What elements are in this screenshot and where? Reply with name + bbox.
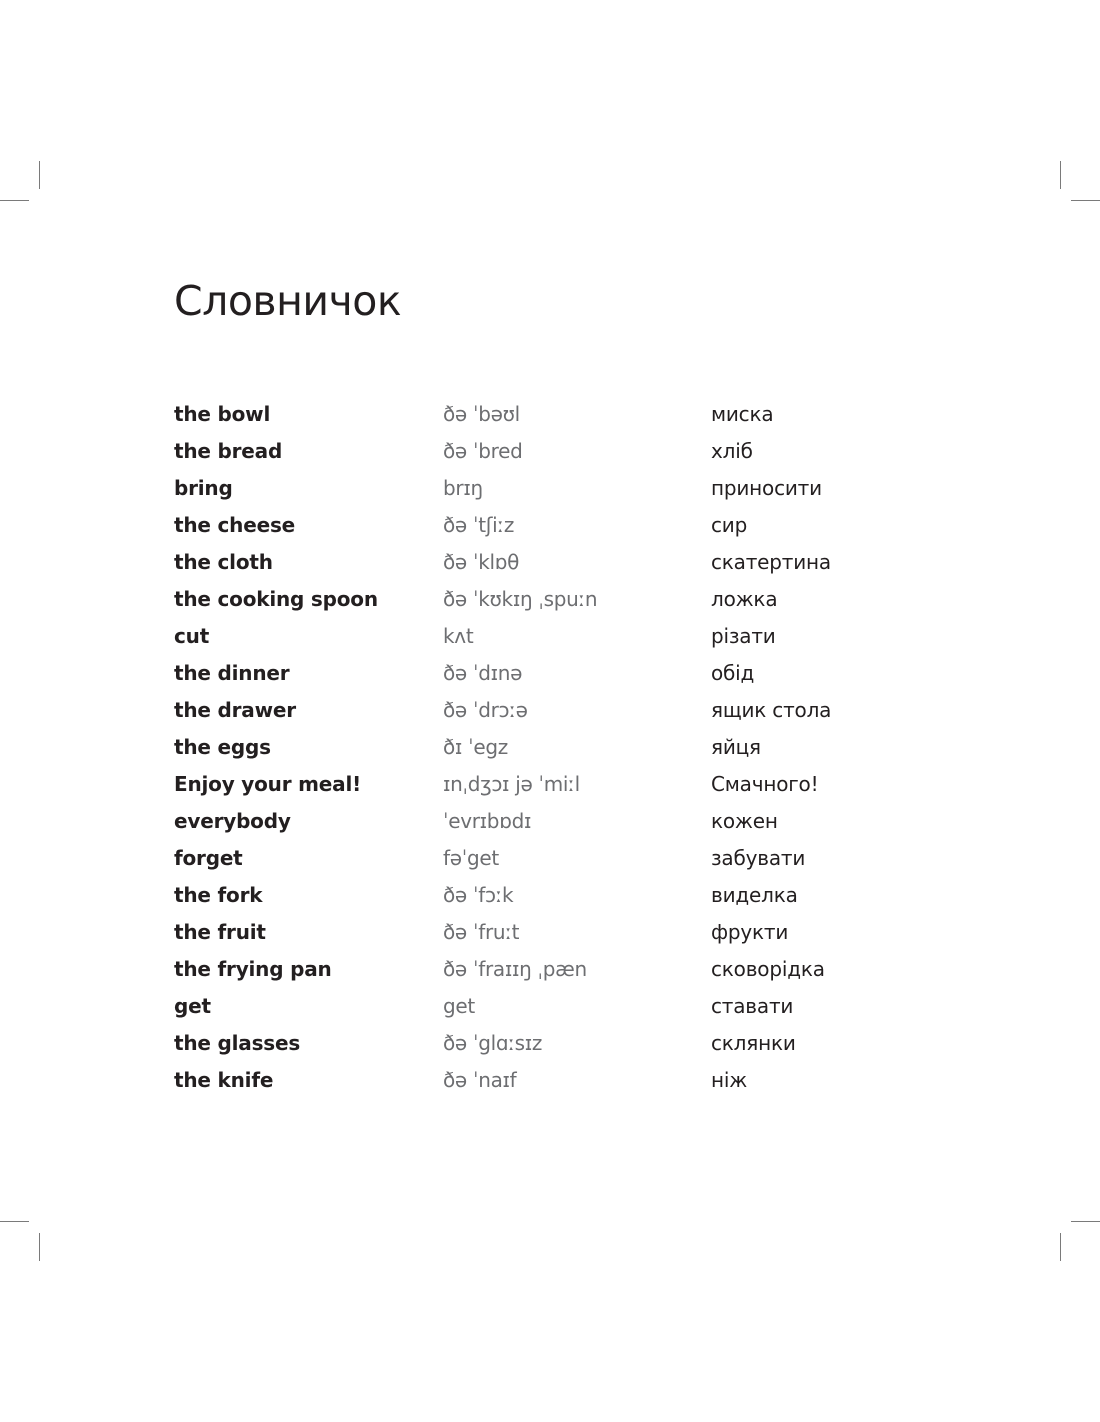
glossary-term: the fruit — [174, 920, 266, 944]
glossary-term: the glasses — [174, 1031, 301, 1055]
glossary-pronunciation: ˈevrɪbɒdɪ — [443, 809, 532, 833]
crop-mark-top-left-horizontal — [0, 200, 29, 201]
crop-mark-bottom-right-vertical — [1060, 1233, 1061, 1261]
glossary-entry — [174, 988, 874, 1025]
glossary-term: the dinner — [174, 661, 290, 685]
glossary-term: bring — [174, 476, 233, 500]
glossary-entry — [174, 581, 874, 618]
crop-mark-top-left-vertical — [39, 161, 40, 189]
glossary-term: the knife — [174, 1068, 274, 1092]
glossary-pronunciation: kʌt — [443, 624, 474, 648]
glossary-translation: виделка — [711, 883, 798, 907]
glossary-pronunciation: ðə ˈfɔːk — [443, 883, 514, 907]
glossary-entry — [174, 766, 874, 803]
glossary-translation: миска — [711, 402, 774, 426]
glossary-term: the frying pan — [174, 957, 332, 981]
crop-mark-top-right-horizontal — [1071, 200, 1100, 201]
glossary-translation: обід — [711, 661, 755, 685]
glossary-pronunciation: ðə ˈfruːt — [443, 920, 520, 944]
glossary-entry — [174, 914, 874, 951]
glossary-pronunciation: fəˈget — [443, 846, 499, 870]
glossary-entry — [174, 470, 874, 507]
glossary-pronunciation: ðə ˈfraɪɪŋ ˌpæn — [443, 957, 587, 981]
glossary-translation: ніж — [711, 1068, 748, 1092]
glossary-entry — [174, 692, 874, 729]
glossary-pronunciation: ðə ˈglɑːsɪz — [443, 1031, 543, 1055]
glossary-entry — [174, 396, 874, 433]
glossary-pronunciation: ðə ˈnaɪf — [443, 1068, 517, 1092]
glossary-term: the eggs — [174, 735, 271, 759]
crop-mark-bottom-left-horizontal — [0, 1221, 29, 1222]
glossary-translation: приносити — [711, 476, 822, 500]
glossary-entry — [174, 1025, 874, 1062]
glossary-pronunciation: ðə ˈkʊkɪŋ ˌspuːn — [443, 587, 598, 611]
glossary-entry — [174, 544, 874, 581]
glossary-term: the cooking spoon — [174, 587, 378, 611]
glossary-term: the bread — [174, 439, 283, 463]
glossary-term: forget — [174, 846, 243, 870]
glossary-translation: сир — [711, 513, 748, 537]
glossary-term: the fork — [174, 883, 263, 907]
glossary-translation: ставати — [711, 994, 794, 1018]
glossary-pronunciation: ðə ˈbred — [443, 439, 523, 463]
glossary-translation: кожен — [711, 809, 778, 833]
glossary-term: everybody — [174, 809, 291, 833]
glossary-pronunciation: ðə ˈdrɔːə — [443, 698, 528, 722]
glossary-translation: скатертина — [711, 550, 831, 574]
glossary-translation: хліб — [711, 439, 753, 463]
glossary-translation: забувати — [711, 846, 806, 870]
glossary-pronunciation: brɪŋ — [443, 476, 483, 500]
glossary-term: cut — [174, 624, 210, 648]
glossary-entry — [174, 840, 874, 877]
glossary-term: the bowl — [174, 402, 271, 426]
glossary-term: the drawer — [174, 698, 296, 722]
glossary-translation: Смачного! — [711, 772, 819, 796]
glossary-translation: сковорідка — [711, 957, 825, 981]
glossary-pronunciation: ɪnˌdʒɔɪ jə ˈmiːl — [443, 772, 580, 796]
glossary-entry — [174, 618, 874, 655]
glossary-entry — [174, 1062, 874, 1099]
glossary-entry — [174, 729, 874, 766]
glossary-entry — [174, 803, 874, 840]
glossary-entry — [174, 877, 874, 914]
crop-mark-top-right-vertical — [1060, 161, 1061, 189]
glossary-translation: різати — [711, 624, 776, 648]
glossary-pronunciation: ðɪ ˈegz — [443, 735, 508, 759]
glossary-translation: яйця — [711, 735, 761, 759]
glossary-entry — [174, 655, 874, 692]
glossary-translation: фрукти — [711, 920, 789, 944]
glossary-pronunciation: ðə ˈtʃiːz — [443, 513, 515, 537]
glossary-term: get — [174, 994, 211, 1018]
glossary-translation: ложка — [711, 587, 778, 611]
glossary-pronunciation: ðə ˈbəʊl — [443, 402, 520, 426]
glossary-translation: склянки — [711, 1031, 796, 1055]
glossary-term: the cheese — [174, 513, 296, 537]
glossary-pronunciation: ðə ˈklɒθ — [443, 550, 520, 574]
page-title: Словничок — [174, 277, 402, 325]
glossary-pronunciation: get — [443, 994, 475, 1018]
crop-mark-bottom-left-vertical — [39, 1233, 40, 1261]
glossary-translation: ящик стола — [711, 698, 832, 722]
glossary-term: the cloth — [174, 550, 273, 574]
glossary-entry — [174, 433, 874, 470]
glossary-entry — [174, 951, 874, 988]
glossary-list — [174, 396, 874, 1099]
glossary-pronunciation: ðə ˈdɪnə — [443, 661, 523, 685]
glossary-term: Enjoy your meal! — [174, 772, 362, 796]
crop-mark-bottom-right-horizontal — [1071, 1221, 1100, 1222]
glossary-entry — [174, 507, 874, 544]
